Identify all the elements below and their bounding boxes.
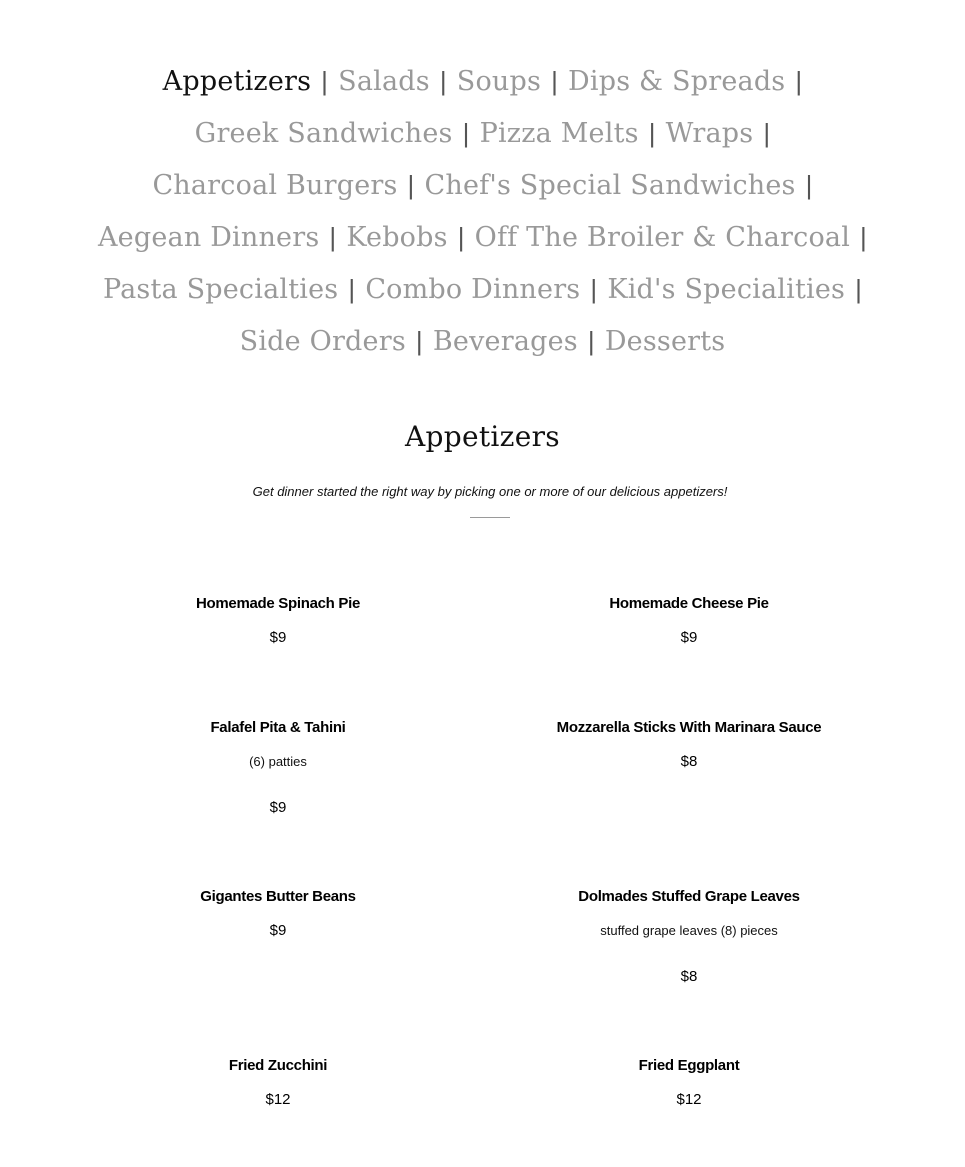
menu-item — [78, 718, 478, 818]
nav-separator: | — [795, 66, 803, 96]
item-description: (6) patties — [249, 754, 307, 769]
item-name: Falafel Pita & Tahini — [210, 719, 346, 736]
item-name: Fried Zucchini — [228, 1057, 328, 1074]
nav-link-charcoal-burgers[interactable]: Charcoal Burgers — [152, 170, 398, 201]
nav-separator: | — [763, 118, 771, 148]
nav-separator: | — [457, 222, 465, 252]
menu-item — [489, 594, 889, 648]
nav-separator: | — [855, 274, 863, 304]
item-price: $9 — [269, 922, 287, 939]
nav-link-beverages[interactable]: Beverages — [432, 326, 578, 357]
item-name: Mozzarella Sticks With Marinara Sauce — [556, 719, 822, 736]
nav-link-soups[interactable]: Soups — [456, 66, 542, 97]
nav-link-desserts[interactable]: Desserts — [604, 326, 726, 357]
nav-separator: | — [407, 170, 415, 200]
item-name: Fried Eggplant — [638, 1057, 740, 1074]
nav-link-salads[interactable]: Salads — [338, 66, 430, 97]
nav-separator: | — [462, 118, 470, 148]
menu-item — [489, 887, 889, 987]
nav-link-combo-dinners[interactable]: Combo Dinners — [365, 274, 581, 305]
item-price: $9 — [680, 629, 698, 646]
item-name: Homemade Spinach Pie — [195, 595, 361, 612]
item-price: $8 — [680, 753, 698, 770]
item-price: $9 — [269, 629, 287, 646]
nav-separator: | — [805, 170, 813, 200]
nav-separator: | — [590, 274, 598, 304]
section-title: Appetizers — [405, 420, 560, 453]
item-price: $8 — [680, 968, 698, 985]
nav-line — [0, 159, 965, 211]
item-price: $9 — [269, 799, 287, 816]
nav-link-appetizers[interactable]: Appetizers — [162, 66, 312, 97]
nav-link-greek-sandwiches[interactable]: Greek Sandwiches — [194, 118, 453, 149]
nav-link-chefs-special-sandwiches[interactable]: Chef's Special Sandwiches — [424, 170, 796, 201]
nav-line — [0, 107, 965, 159]
item-price: $12 — [676, 1091, 702, 1108]
menu-item — [78, 887, 478, 941]
nav-separator: | — [415, 326, 423, 356]
menu-category-nav — [0, 55, 965, 367]
nav-line — [0, 263, 965, 315]
menu-item — [78, 1056, 478, 1110]
nav-separator: | — [348, 274, 356, 304]
nav-link-dips-spreads[interactable]: Dips & Spreads — [568, 66, 786, 97]
menu-item — [489, 718, 889, 772]
nav-link-wraps[interactable]: Wraps — [665, 118, 754, 149]
nav-link-kids-specialities[interactable]: Kid's Specialities — [607, 274, 846, 305]
nav-link-pasta-specialties[interactable]: Pasta Specialties — [102, 274, 339, 305]
item-description: stuffed grape leaves (8) pieces — [600, 923, 778, 938]
menu-item — [78, 594, 478, 648]
item-name: Homemade Cheese Pie — [609, 595, 769, 612]
item-name: Gigantes Butter Beans — [200, 888, 356, 905]
nav-link-off-the-broiler-charcoal[interactable]: Off The Broiler & Charcoal — [474, 222, 851, 253]
nav-separator: | — [329, 222, 337, 252]
nav-separator: | — [439, 66, 447, 96]
nav-separator: | — [551, 66, 559, 96]
nav-link-side-orders[interactable]: Side Orders — [239, 326, 406, 357]
item-price: $12 — [265, 1091, 291, 1108]
nav-link-aegean-dinners[interactable]: Aegean Dinners — [97, 222, 320, 253]
item-name: Dolmades Stuffed Grape Leaves — [578, 888, 800, 905]
nav-separator: | — [587, 326, 595, 356]
nav-line — [0, 211, 965, 263]
nav-separator: | — [321, 66, 329, 96]
menu-item — [489, 1056, 889, 1110]
nav-link-pizza-melts[interactable]: Pizza Melts — [479, 118, 639, 149]
nav-separator: | — [860, 222, 868, 252]
section-divider — [470, 517, 510, 518]
section-description: Get dinner started the right way by picking one or more of our delicious appetizers! — [252, 484, 728, 499]
nav-line — [0, 55, 965, 107]
nav-separator: | — [648, 118, 656, 148]
nav-line — [0, 315, 965, 367]
nav-link-kebobs[interactable]: Kebobs — [346, 222, 448, 253]
